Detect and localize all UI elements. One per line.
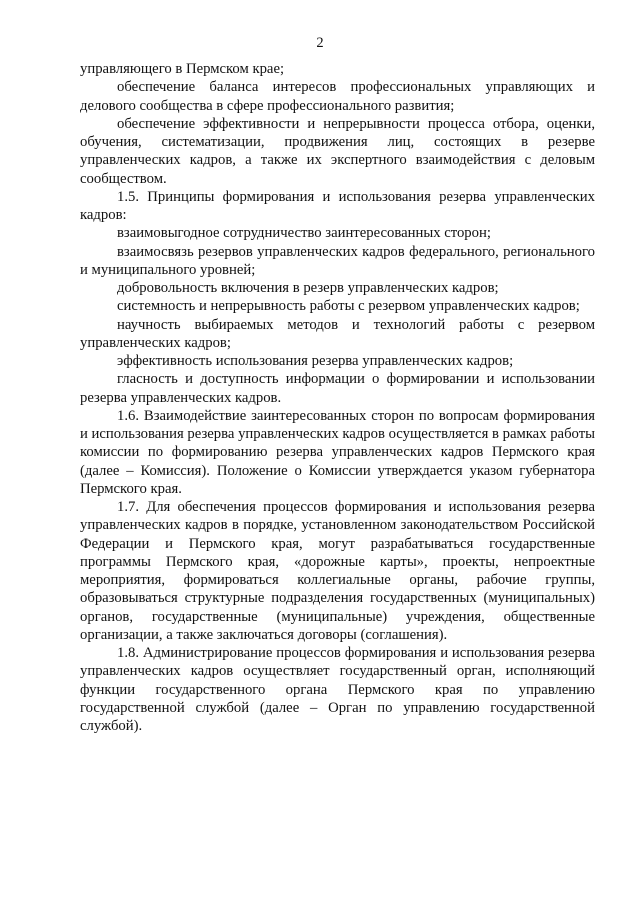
paragraph: гласность и доступность информации о формировании и использовании резерва управленческих кадров.	[80, 371, 595, 406]
paragraph: научность выбираемых методов и технологий работы с резервом управленческих кадров;	[80, 316, 595, 351]
paragraph: взаимосвязь резервов управленческих кадров федерального, регионального и муниципального уровней;	[80, 243, 595, 278]
paragraph: эффективность использования резерва управленческих кадров;	[117, 353, 514, 369]
section-1-5-paragraph: 1.5. Принципы формирования и использования резерва управленческих кадров:	[80, 188, 595, 223]
paragraph: обеспечение баланса интересов профессиональных управляющих и делового сообщества в сфере профессионального развития;	[80, 79, 595, 114]
paragraph: взаимовыгодное сотрудничество заинтересованных сторон;	[117, 225, 491, 242]
section-1-8-paragraph: 1.8. Администрирование процессов формирования и использования резерва управленческих кадров осуществляет государственный орган, исполняющий функции государственного органа Пермского края по управлению государственной службой (далее – Орган по управлению государственной службой).	[80, 645, 595, 734]
paragraph: добровольность включения в резерв управленческих кадров;	[117, 280, 499, 296]
paragraph: обеспечение эффективности и непрерывности процесса отбора, оценки, обучения, систематизации, продвижения лиц, состоящих в резерве управленческих кадров, а также их экспертного взаимодействия с деловым сообществом.	[80, 115, 595, 187]
paragraph: системность и непрерывность работы с резервом управленческих кадров;	[117, 298, 580, 315]
document-body	[80, 60, 595, 735]
section-1-6-paragraph: 1.6. Взаимодействие заинтересованных сторон по вопросам формирования и использования резерва управленческих кадров осуществляется в рамках работы комиссии по формированию резерва управленческих кадров Пермского края (далее – Комиссия). Положение о Комиссии утверждается указом губернатора Пермского края.	[80, 407, 595, 497]
page-number: 2	[316, 35, 324, 51]
section-1-7-paragraph: 1.7. Для обеспечения процессов формирования и использования резерва управленческих кадров в порядке, установленном законодательством Российской Федерации и Пермского края, могут разрабатываться государственные программы Пермского края, «дорожные карты», проекты, непроектные мероприятия, формироваться коллегиальные органы, рабочие группы, образовываться структурные подразделения государственных (муниципальных) органов, государственные (муниципальные) учреждения, общественные организации, а также заключаться договоры (соглашения).	[80, 499, 595, 643]
paragraph: управляющего в Пермском крае;	[80, 61, 285, 77]
